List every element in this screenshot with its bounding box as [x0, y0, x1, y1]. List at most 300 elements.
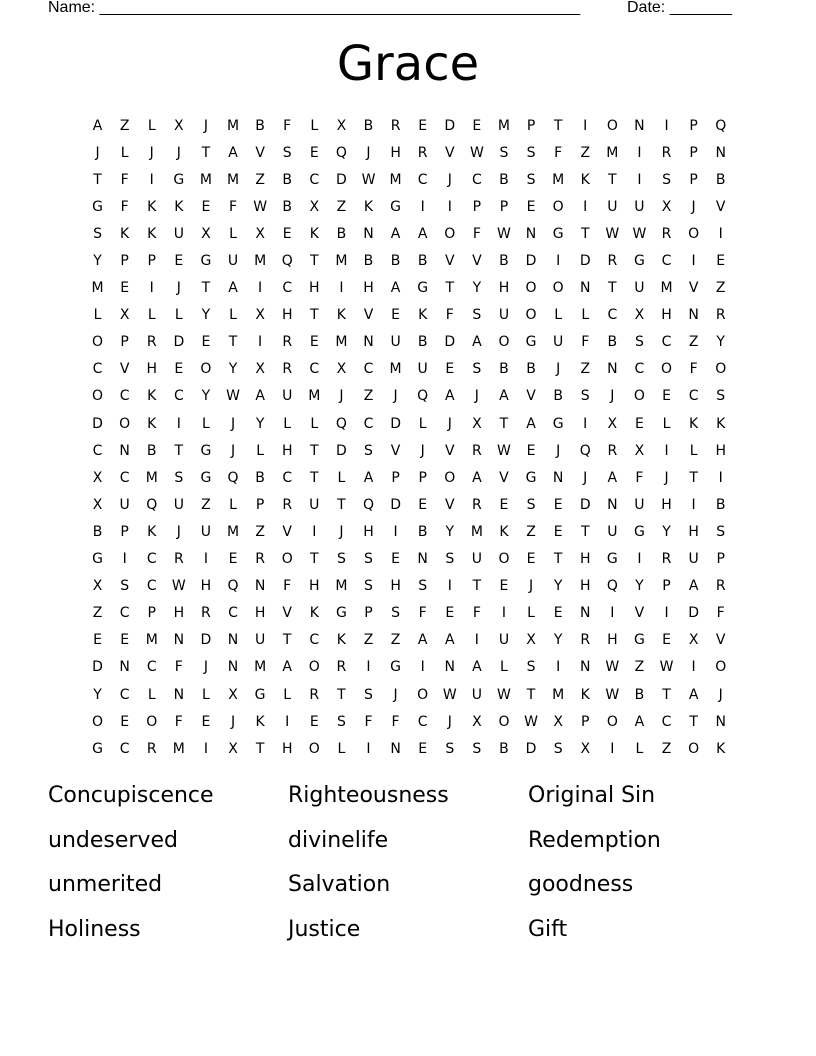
grid-letter: N	[579, 605, 591, 622]
grid-letter: U	[390, 334, 401, 351]
grid-letter: B	[634, 686, 645, 703]
grid-letter: H	[309, 280, 320, 297]
grid-letter: E	[526, 442, 536, 459]
grid-letter: K	[363, 198, 374, 215]
grid-letter: O	[525, 307, 537, 324]
grid-letter: I	[149, 171, 154, 188]
grid-letter: S	[174, 469, 184, 486]
grid-letter: O	[92, 388, 104, 405]
grid-letter: D	[579, 253, 591, 270]
grid-letter: Y	[716, 334, 725, 351]
grid-letter: L	[229, 225, 237, 242]
grid-letter: D	[525, 253, 537, 270]
grid-letter: P	[716, 551, 725, 568]
grid-letter: Q	[281, 253, 293, 270]
grid-letter: G	[552, 415, 564, 432]
grid-letter: X	[553, 713, 563, 730]
grid-letter: O	[715, 659, 727, 676]
grid-letter: G	[200, 253, 212, 270]
grid-letter: N	[119, 659, 130, 676]
grid-letter: P	[662, 578, 671, 595]
grid-letter: I	[420, 659, 425, 676]
grid-letter: J	[230, 442, 236, 459]
word-list-item: Holiness	[48, 916, 141, 942]
grid-letter: M	[335, 334, 348, 351]
grid-letter: I	[637, 144, 642, 161]
grid-letter: W	[497, 225, 511, 242]
grid-letter: Z	[526, 523, 536, 540]
grid-letter: T	[445, 280, 455, 297]
grid-letter: W	[171, 578, 186, 595]
grid-letter: S	[634, 334, 644, 351]
grid-letter: L	[283, 415, 292, 432]
grid-letter: S	[526, 659, 536, 676]
grid-letter: H	[579, 578, 591, 595]
grid-letter: X	[634, 442, 645, 459]
grid-letter: P	[581, 713, 590, 730]
grid-letter: T	[662, 686, 671, 703]
grid-letter: I	[285, 713, 290, 730]
grid-letter: C	[119, 388, 130, 405]
grid-letter: J	[95, 144, 100, 161]
grid-letter: L	[147, 117, 156, 134]
grid-letter: P	[391, 469, 400, 486]
grid-letter: E	[120, 713, 130, 730]
grid-letter: I	[610, 605, 615, 622]
grid-letter: B	[499, 253, 509, 270]
grid-letter: S	[336, 551, 346, 568]
grid-letter: A	[417, 632, 428, 649]
grid-letter: Z	[634, 659, 645, 676]
grid-letter: N	[579, 280, 591, 297]
grid-letter: F	[554, 144, 563, 161]
grid-letter: Q	[417, 388, 429, 405]
grid-letter: F	[174, 659, 183, 676]
grid-letter: F	[635, 469, 644, 486]
grid-letter: F	[174, 713, 183, 730]
grid-letter: H	[281, 307, 293, 324]
grid-letter: T	[255, 740, 265, 757]
grid-letter: Q	[227, 578, 239, 595]
grid-letter: M	[497, 117, 510, 134]
grid-letter: E	[662, 632, 671, 649]
grid-letter: B	[282, 198, 292, 215]
grid-letter: L	[147, 686, 156, 703]
grid-letter: P	[689, 171, 698, 188]
grid-letter: J	[176, 523, 181, 540]
grid-letter: M	[172, 740, 185, 757]
grid-letter: E	[282, 225, 292, 242]
grid-letter: M	[254, 659, 267, 676]
grid-letter: Y	[93, 686, 102, 703]
grid-letter: C	[688, 388, 699, 405]
grid-letter: P	[120, 334, 129, 351]
grid-letter: N	[552, 469, 564, 486]
grid-letter: X	[228, 740, 238, 757]
grid-letter: L	[527, 605, 535, 622]
grid-letter: T	[689, 469, 698, 486]
letter-grid	[84, 112, 734, 762]
grid-letter: U	[417, 361, 428, 378]
grid-letter: M	[226, 523, 240, 540]
grid-letter: J	[447, 713, 452, 730]
grid-letter: T	[580, 523, 590, 540]
grid-letter: T	[201, 144, 211, 161]
grid-letter: W	[605, 686, 620, 703]
grid-letter: R	[282, 334, 293, 351]
grid-letter: L	[337, 469, 346, 486]
grid-letter: O	[552, 280, 564, 297]
grid-letter: L	[202, 415, 210, 432]
grid-letter: W	[361, 171, 376, 188]
grid-letter: M	[335, 253, 348, 270]
grid-letter: J	[556, 361, 561, 378]
grid-letter: S	[364, 686, 373, 703]
grid-letter: U	[173, 496, 184, 513]
word-list-item: Original Sin	[528, 783, 656, 808]
grid-letter: X	[119, 307, 130, 324]
grid-letter: D	[92, 415, 103, 432]
grid-letter: Z	[580, 361, 591, 378]
grid-letter: I	[691, 253, 696, 270]
grid-letter: T	[310, 469, 319, 486]
grid-letter: I	[610, 740, 615, 757]
grid-letter: Z	[661, 740, 672, 757]
grid-letter: U	[634, 496, 645, 513]
grid-letter: D	[200, 632, 212, 649]
grid-letter: C	[417, 713, 428, 730]
grid-letter: C	[146, 551, 157, 568]
grid-letter: L	[635, 740, 644, 757]
grid-letter: I	[393, 523, 398, 540]
grid-letter: X	[472, 713, 482, 730]
grid-letter: P	[418, 469, 427, 486]
grid-letter: D	[173, 334, 185, 351]
grid-letter: R	[607, 442, 618, 459]
grid-letter: N	[363, 225, 374, 242]
grid-letter: L	[283, 686, 292, 703]
grid-letter: L	[174, 307, 183, 324]
grid-letter: E	[93, 632, 102, 649]
grid-letter: J	[691, 198, 696, 215]
grid-letter: S	[472, 361, 482, 378]
grid-letter: I	[556, 659, 561, 676]
grid-letter: J	[420, 442, 425, 459]
grid-letter: D	[688, 605, 699, 622]
grid-letter: V	[444, 496, 455, 513]
grid-letter: J	[556, 442, 561, 459]
grid-letter: E	[553, 523, 563, 540]
grid-letter: X	[336, 361, 347, 378]
grid-letter: B	[607, 334, 618, 351]
grid-letter: X	[92, 578, 103, 595]
grid-letter: H	[579, 551, 591, 568]
grid-letter: S	[553, 740, 563, 757]
word-list-item: Righteousness	[288, 783, 449, 808]
grid-letter: C	[634, 361, 645, 378]
grid-letter: J	[610, 388, 615, 405]
grid-letter: B	[499, 361, 509, 378]
grid-letter: S	[391, 605, 401, 622]
grid-letter: T	[553, 117, 563, 134]
grid-letter: F	[228, 198, 238, 215]
grid-letter: A	[417, 225, 428, 242]
grid-letter: A	[444, 388, 455, 405]
grid-letter: R	[146, 740, 157, 757]
grid-letter: H	[688, 523, 699, 540]
grid-letter: I	[203, 740, 208, 757]
grid-letter: S	[526, 144, 536, 161]
grid-letter: N	[417, 551, 428, 568]
grid-letter: P	[689, 117, 698, 134]
grid-letter: T	[310, 442, 319, 459]
grid-letter: F	[689, 361, 698, 378]
grid-letter: L	[120, 144, 129, 161]
grid-letter: O	[281, 551, 293, 568]
grid-letter: I	[420, 198, 425, 215]
grid-letter: O	[525, 280, 537, 297]
grid-letter: U	[227, 253, 239, 270]
grid-letter: N	[363, 334, 374, 351]
grid-letter: P	[689, 144, 698, 161]
grid-letter: F	[283, 117, 292, 134]
grid-letter: F	[445, 307, 454, 324]
grid-letter: H	[363, 280, 374, 297]
grid-letter: Y	[445, 523, 455, 540]
grid-letter: D	[390, 496, 401, 513]
grid-letter: Y	[553, 578, 563, 595]
grid-letter: K	[418, 307, 428, 324]
grid-letter: P	[147, 605, 156, 622]
grid-letter: C	[471, 171, 482, 188]
grid-letter: O	[92, 713, 104, 730]
grid-letter: X	[472, 415, 482, 432]
grid-letter: X	[607, 415, 618, 432]
grid-letter: I	[258, 280, 263, 297]
grid-letter: C	[146, 578, 157, 595]
grid-letter: C	[661, 253, 672, 270]
grid-letter: O	[498, 334, 510, 351]
grid-letter: X	[255, 307, 265, 324]
grid-letter: J	[583, 469, 588, 486]
grid-letter: N	[688, 307, 699, 324]
grid-letter: K	[580, 171, 590, 188]
grid-letter: K	[309, 225, 319, 242]
grid-letter: X	[201, 225, 211, 242]
grid-letter: J	[366, 144, 371, 161]
grid-letter: J	[339, 523, 344, 540]
grid-letter: E	[391, 551, 400, 568]
grid-letter: R	[471, 496, 482, 513]
grid-letter: C	[282, 280, 293, 297]
grid-letter: U	[498, 307, 510, 324]
grid-letter: G	[390, 659, 401, 676]
grid-letter: O	[119, 415, 131, 432]
grid-letter: C	[173, 388, 184, 405]
grid-letter: T	[337, 686, 346, 703]
grid-letter: K	[309, 605, 319, 622]
grid-letter: P	[255, 496, 265, 513]
grid-letter: R	[282, 496, 293, 513]
grid-letter: S	[716, 388, 726, 405]
grid-letter: T	[310, 307, 319, 324]
grid-letter: H	[281, 442, 293, 459]
grid-letter: F	[581, 334, 590, 351]
grid-letter: Z	[255, 523, 265, 540]
grid-letter: Z	[255, 171, 265, 188]
grid-letter: R	[173, 551, 184, 568]
grid-letter: O	[606, 117, 618, 134]
grid-letter: Z	[688, 334, 699, 351]
grid-letter: V	[282, 605, 292, 622]
grid-letter: I	[501, 605, 507, 622]
grid-letter: R	[471, 442, 482, 459]
grid-letter: K	[174, 198, 184, 215]
grid-letter: G	[552, 225, 564, 242]
grid-letter: Y	[201, 388, 211, 405]
grid-letter: D	[444, 334, 456, 351]
grid-letter: N	[715, 144, 726, 161]
grid-letter: N	[119, 442, 130, 459]
grid-letter: F	[120, 171, 129, 188]
grid-letter: N	[607, 361, 618, 378]
grid-letter: I	[447, 198, 452, 215]
grid-letter: C	[363, 415, 374, 432]
grid-letter: I	[366, 659, 371, 676]
grid-letter: M	[470, 523, 483, 540]
grid-letter: I	[447, 578, 452, 595]
grid-letter: G	[92, 740, 103, 757]
grid-letter: O	[661, 361, 673, 378]
grid-letter: R	[417, 144, 428, 161]
grid-letter: C	[119, 605, 130, 622]
grid-letter: T	[282, 632, 292, 649]
grid-letter: V	[715, 198, 726, 215]
grid-letter: Z	[715, 280, 726, 297]
grid-letter: B	[499, 740, 509, 757]
grid-letter: M	[389, 361, 402, 378]
grid-letter: X	[661, 198, 672, 215]
grid-letter: C	[363, 361, 374, 378]
grid-letter: D	[92, 659, 103, 676]
word-list	[48, 776, 768, 954]
grid-letter: J	[230, 713, 236, 730]
grid-letter: E	[526, 198, 536, 215]
grid-letter: E	[201, 334, 211, 351]
header-line	[48, 0, 748, 18]
grid-letter: E	[445, 361, 455, 378]
grid-letter: X	[92, 496, 103, 513]
grid-letter: Y	[472, 280, 482, 297]
grid-letter: K	[336, 632, 346, 649]
grid-letter: E	[472, 117, 482, 134]
grid-letter: P	[472, 198, 482, 215]
grid-letter: F	[391, 713, 400, 730]
grid-letter: C	[228, 605, 238, 622]
grid-letter: X	[634, 307, 645, 324]
grid-letter: G	[390, 198, 401, 215]
grid-letter: J	[393, 388, 398, 405]
grid-letter: R	[661, 225, 672, 242]
grid-letter: O	[308, 659, 320, 676]
grid-letter: W	[524, 713, 538, 730]
grid-letter: T	[553, 551, 563, 568]
grid-letter: C	[661, 713, 672, 730]
grid-letter: J	[176, 144, 181, 161]
grid-letter: N	[607, 496, 618, 513]
grid-letter: M	[226, 171, 240, 188]
grid-letter: B	[499, 171, 509, 188]
grid-letter: F	[716, 605, 725, 622]
grid-letter: A	[472, 469, 482, 486]
grid-letter: Z	[336, 198, 347, 215]
grid-letter: I	[664, 605, 669, 622]
grid-letter: Z	[580, 144, 591, 161]
grid-letter: J	[393, 686, 398, 703]
grid-letter: V	[499, 469, 509, 486]
grid-letter: R	[661, 551, 672, 568]
grid-letter: G	[254, 686, 266, 703]
grid-letter: I	[718, 469, 723, 486]
grid-letter: X	[228, 686, 238, 703]
grid-letter: M	[552, 171, 565, 188]
grid-letter: O	[498, 713, 510, 730]
grid-letter: E	[716, 253, 726, 270]
grid-letter: O	[146, 713, 158, 730]
word-list-item: goodness	[528, 872, 634, 897]
grid-letter: K	[147, 415, 157, 432]
grid-letter: T	[310, 551, 319, 568]
grid-letter: P	[120, 523, 129, 540]
grid-letter: L	[310, 415, 319, 432]
grid-letter: T	[174, 442, 184, 459]
grid-letter: Y	[635, 578, 644, 595]
grid-letter: H	[390, 578, 401, 595]
grid-letter: V	[363, 307, 374, 324]
grid-letter: S	[472, 307, 482, 324]
grid-letter: O	[715, 361, 727, 378]
grid-letter: N	[579, 659, 591, 676]
grid-letter: T	[228, 334, 238, 351]
grid-letter: J	[230, 415, 236, 432]
date-field-label: Date: _______	[627, 0, 732, 16]
grid-letter: R	[715, 307, 726, 324]
grid-letter: E	[418, 117, 428, 134]
grid-letter: X	[92, 469, 103, 486]
grid-letter: U	[471, 551, 482, 568]
grid-letter: A	[499, 388, 509, 405]
grid-letter: R	[661, 144, 672, 161]
grid-letter: G	[335, 605, 347, 622]
grid-letter: J	[203, 117, 208, 134]
grid-letter: F	[283, 578, 292, 595]
grid-letter: V	[444, 442, 455, 459]
grid-letter: I	[122, 551, 127, 568]
grid-letter: E	[526, 551, 536, 568]
grid-letter: G	[525, 334, 537, 351]
grid-letter: O	[688, 740, 700, 757]
grid-letter: S	[336, 713, 346, 730]
grid-letter: T	[93, 171, 102, 188]
grid-letter: B	[417, 253, 428, 270]
grid-letter: Q	[227, 469, 239, 486]
grid-letter: S	[662, 171, 671, 188]
grid-letter: Z	[92, 605, 103, 622]
grid-letter: F	[472, 605, 481, 622]
grid-letter: X	[309, 198, 320, 215]
grid-letter: C	[119, 469, 130, 486]
grid-letter: I	[149, 280, 154, 297]
